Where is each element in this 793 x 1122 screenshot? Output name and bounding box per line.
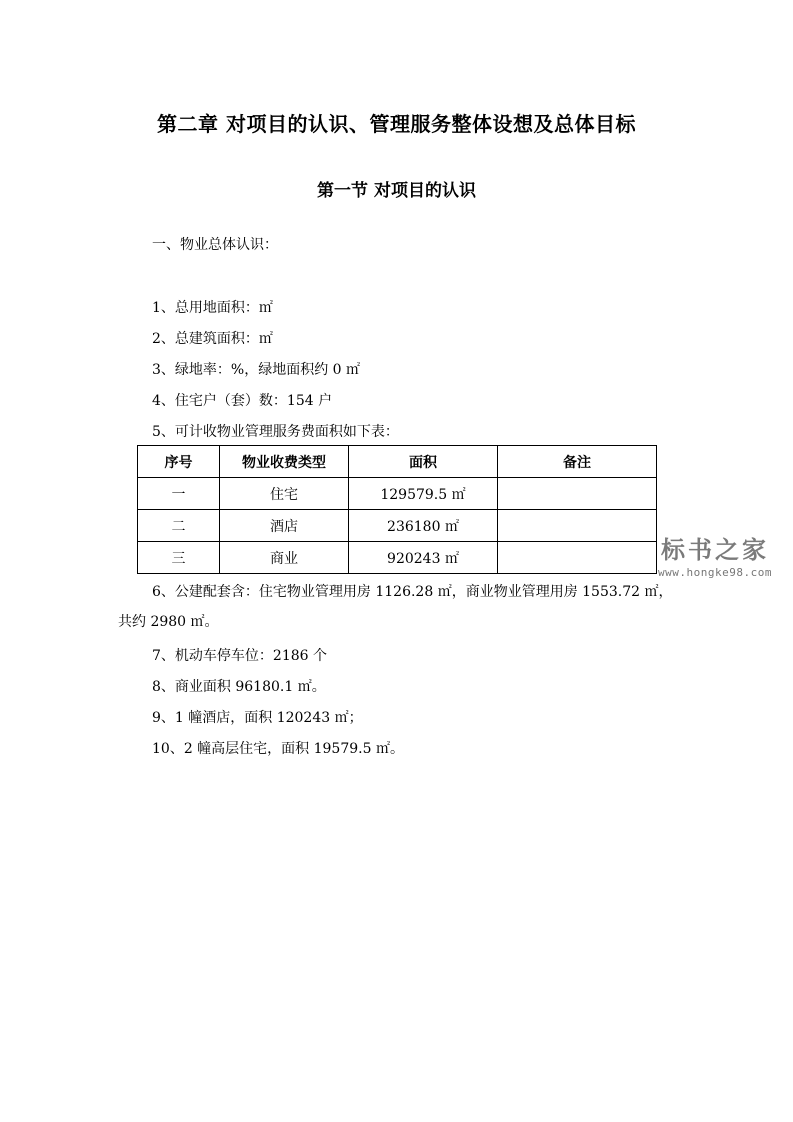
section-title: 第一节 对项目的认识 [317, 181, 476, 201]
table-row [138, 510, 657, 542]
table-cell: 酒店 [220, 510, 349, 542]
list-item-commercial-area: 8、商业面积 96180.1 ㎡。 [152, 679, 326, 695]
list-item-parking: 7、机动车停车位：2186 个 [152, 648, 327, 664]
list-item-fee-area-intro: 5、可计收物业管理服务费面积如下表： [152, 424, 399, 440]
table-cell [498, 478, 657, 510]
table-cell: 一 [138, 478, 220, 510]
list-item-public-facilities [118, 577, 678, 637]
table-cell: 三 [138, 542, 220, 574]
table-cell: 129579.5 ㎡ [349, 478, 498, 510]
table-header-cell: 序号 [138, 446, 220, 478]
table-cell [498, 510, 657, 542]
table-cell: 二 [138, 510, 220, 542]
table-row [138, 478, 657, 510]
list-item-residential-towers: 10、2 幢高层住宅，面积 19579.5 ㎡。 [152, 741, 404, 757]
table-header-cell: 物业收费类型 [220, 446, 349, 478]
table-cell: 236180 ㎡ [349, 510, 498, 542]
public-facilities-text: 6、公建配套含：住宅物业管理用房 1126.28 ㎡，商业物业管理用房 1553.72 ㎡，共约 2980 ㎡。 [118, 584, 673, 630]
chapter-title: 第二章 对项目的认识、管理服务整体设想及总体目标 [157, 112, 636, 136]
watermark [640, 536, 790, 579]
subsection-heading: 一、物业总体认识： [152, 237, 278, 253]
watermark-url: www.hongke98.com [658, 566, 772, 579]
table-cell [498, 542, 657, 574]
table-cell: 920243 ㎡ [349, 542, 498, 574]
list-item-hotel: 9、1 幢酒店，面积 120243 ㎡； [152, 710, 363, 726]
table-cell: 住宅 [220, 478, 349, 510]
table-row [138, 542, 657, 574]
table-cell: 商业 [220, 542, 349, 574]
table-header-row [138, 446, 657, 478]
table-header-cell: 备注 [498, 446, 657, 478]
list-item-total-building-area: 2、总建筑面积：㎡ [152, 331, 273, 347]
list-item-household-count: 4、住宅户（套）数：154 户 [152, 393, 333, 409]
watermark-logo: 标书之家 [661, 536, 769, 564]
list-item-total-land-area: 1、总用地面积：㎡ [152, 300, 273, 316]
list-item-green-rate: 3、绿地率：%，绿地面积约 0 ㎡ [152, 362, 361, 378]
table-header-cell: 面积 [349, 446, 498, 478]
fee-area-table [137, 445, 657, 574]
